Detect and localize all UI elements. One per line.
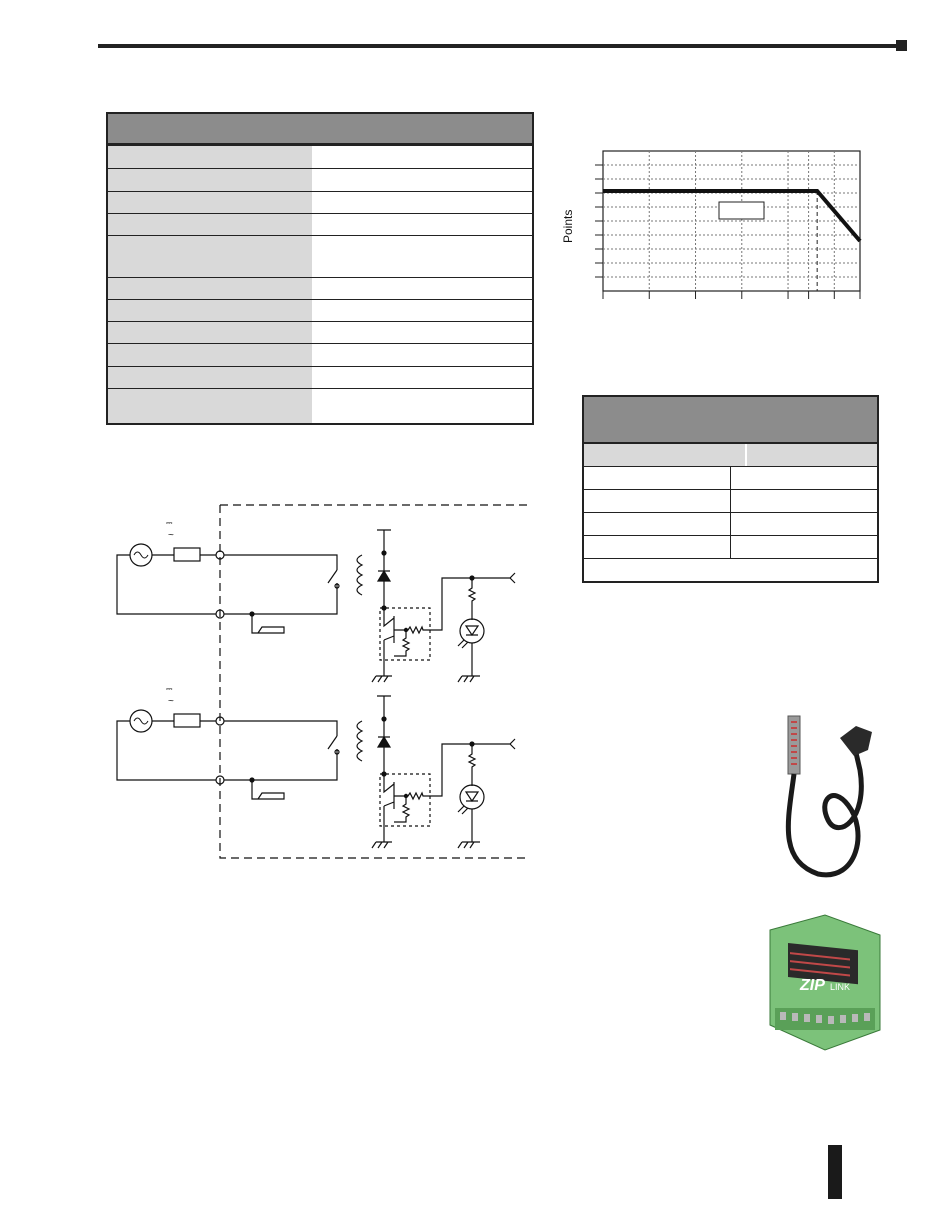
specifications-table [106, 112, 534, 425]
page-edge-tab [828, 1145, 842, 1199]
table-row [108, 235, 532, 277]
derating-cell [731, 513, 877, 535]
spec-label [108, 278, 314, 299]
spec-label [108, 146, 314, 168]
resistor-icon [174, 714, 200, 727]
table-row [584, 467, 877, 490]
switch-icon [328, 570, 337, 583]
ac-symbol-icon: ~ [168, 696, 174, 707]
diode-icon [378, 571, 390, 581]
table-row [108, 343, 532, 366]
spec-value [314, 214, 532, 235]
spec-value [314, 192, 532, 213]
table-row [108, 277, 532, 299]
table-row [108, 299, 532, 321]
chart-annotation-box [719, 202, 764, 219]
chart-grid [595, 151, 860, 299]
table-row [108, 168, 532, 191]
spec-value [314, 344, 532, 366]
header-rule [98, 44, 896, 48]
table-row [108, 191, 532, 213]
cable-with-connector-icon [778, 710, 888, 882]
spec-value [314, 389, 532, 423]
spec-label [108, 214, 314, 235]
derating-cell [731, 536, 877, 558]
resistor-icon [174, 548, 200, 561]
header-rule-marker [896, 40, 907, 51]
svg-text:LINK: LINK [830, 982, 851, 992]
spec-label [108, 344, 314, 366]
derating-cell [584, 513, 731, 535]
spec-value [314, 146, 532, 168]
input-circuit-2 [117, 684, 515, 848]
derating-table-header [584, 397, 877, 444]
table-row [584, 513, 877, 536]
spec-value [314, 322, 532, 343]
table-row [108, 213, 532, 235]
table-row [108, 145, 532, 168]
derating-table [582, 395, 879, 583]
spec-label [108, 169, 314, 191]
spec-header-col-2 [320, 114, 532, 143]
spec-label [108, 300, 314, 321]
coil-icon [357, 721, 362, 761]
spec-label [108, 367, 314, 388]
derating-cell [584, 536, 731, 558]
derating-sub-col-2 [747, 444, 877, 466]
wiring-diagram [112, 498, 532, 863]
coil-icon [357, 555, 362, 595]
table-row [584, 490, 877, 513]
spec-value [314, 300, 532, 321]
table-row [108, 321, 532, 343]
led-icon [460, 619, 484, 643]
spec-value [314, 236, 532, 277]
spec-table-header [108, 114, 532, 145]
spec-value [314, 169, 532, 191]
switch-icon [328, 736, 337, 749]
spec-label [108, 192, 314, 213]
spec-value [314, 367, 532, 388]
table-row [584, 536, 877, 558]
spec-value [314, 278, 532, 299]
y-axis-label: Points [561, 209, 575, 243]
derating-cell [584, 467, 731, 489]
table-row [108, 366, 532, 388]
spec-header-col-1 [108, 114, 320, 143]
optocoupler-box [380, 608, 430, 660]
table-row [108, 388, 532, 423]
derating-cell [731, 467, 877, 489]
derating-cell [731, 490, 877, 512]
ac-symbol-icon: ~ [168, 530, 174, 541]
ziplink-logo: ZIP [800, 977, 825, 994]
led-icon [460, 785, 484, 809]
derating-cell [584, 490, 731, 512]
input-circuit-1 [117, 518, 515, 682]
spec-label [108, 236, 314, 277]
spec-label [108, 322, 314, 343]
diode-icon [378, 737, 390, 747]
ziplink-terminal-block-icon [760, 910, 890, 1055]
optocoupler-box [380, 774, 430, 826]
derating-sub-header [584, 444, 877, 467]
spec-label [108, 389, 314, 423]
derating-footer [584, 558, 877, 581]
derating-sub-col-1 [584, 444, 747, 466]
derating-chart [560, 145, 870, 315]
dc-symbol-icon: ⎓ [166, 684, 173, 693]
dc-symbol-icon: ⎓ [166, 518, 173, 527]
